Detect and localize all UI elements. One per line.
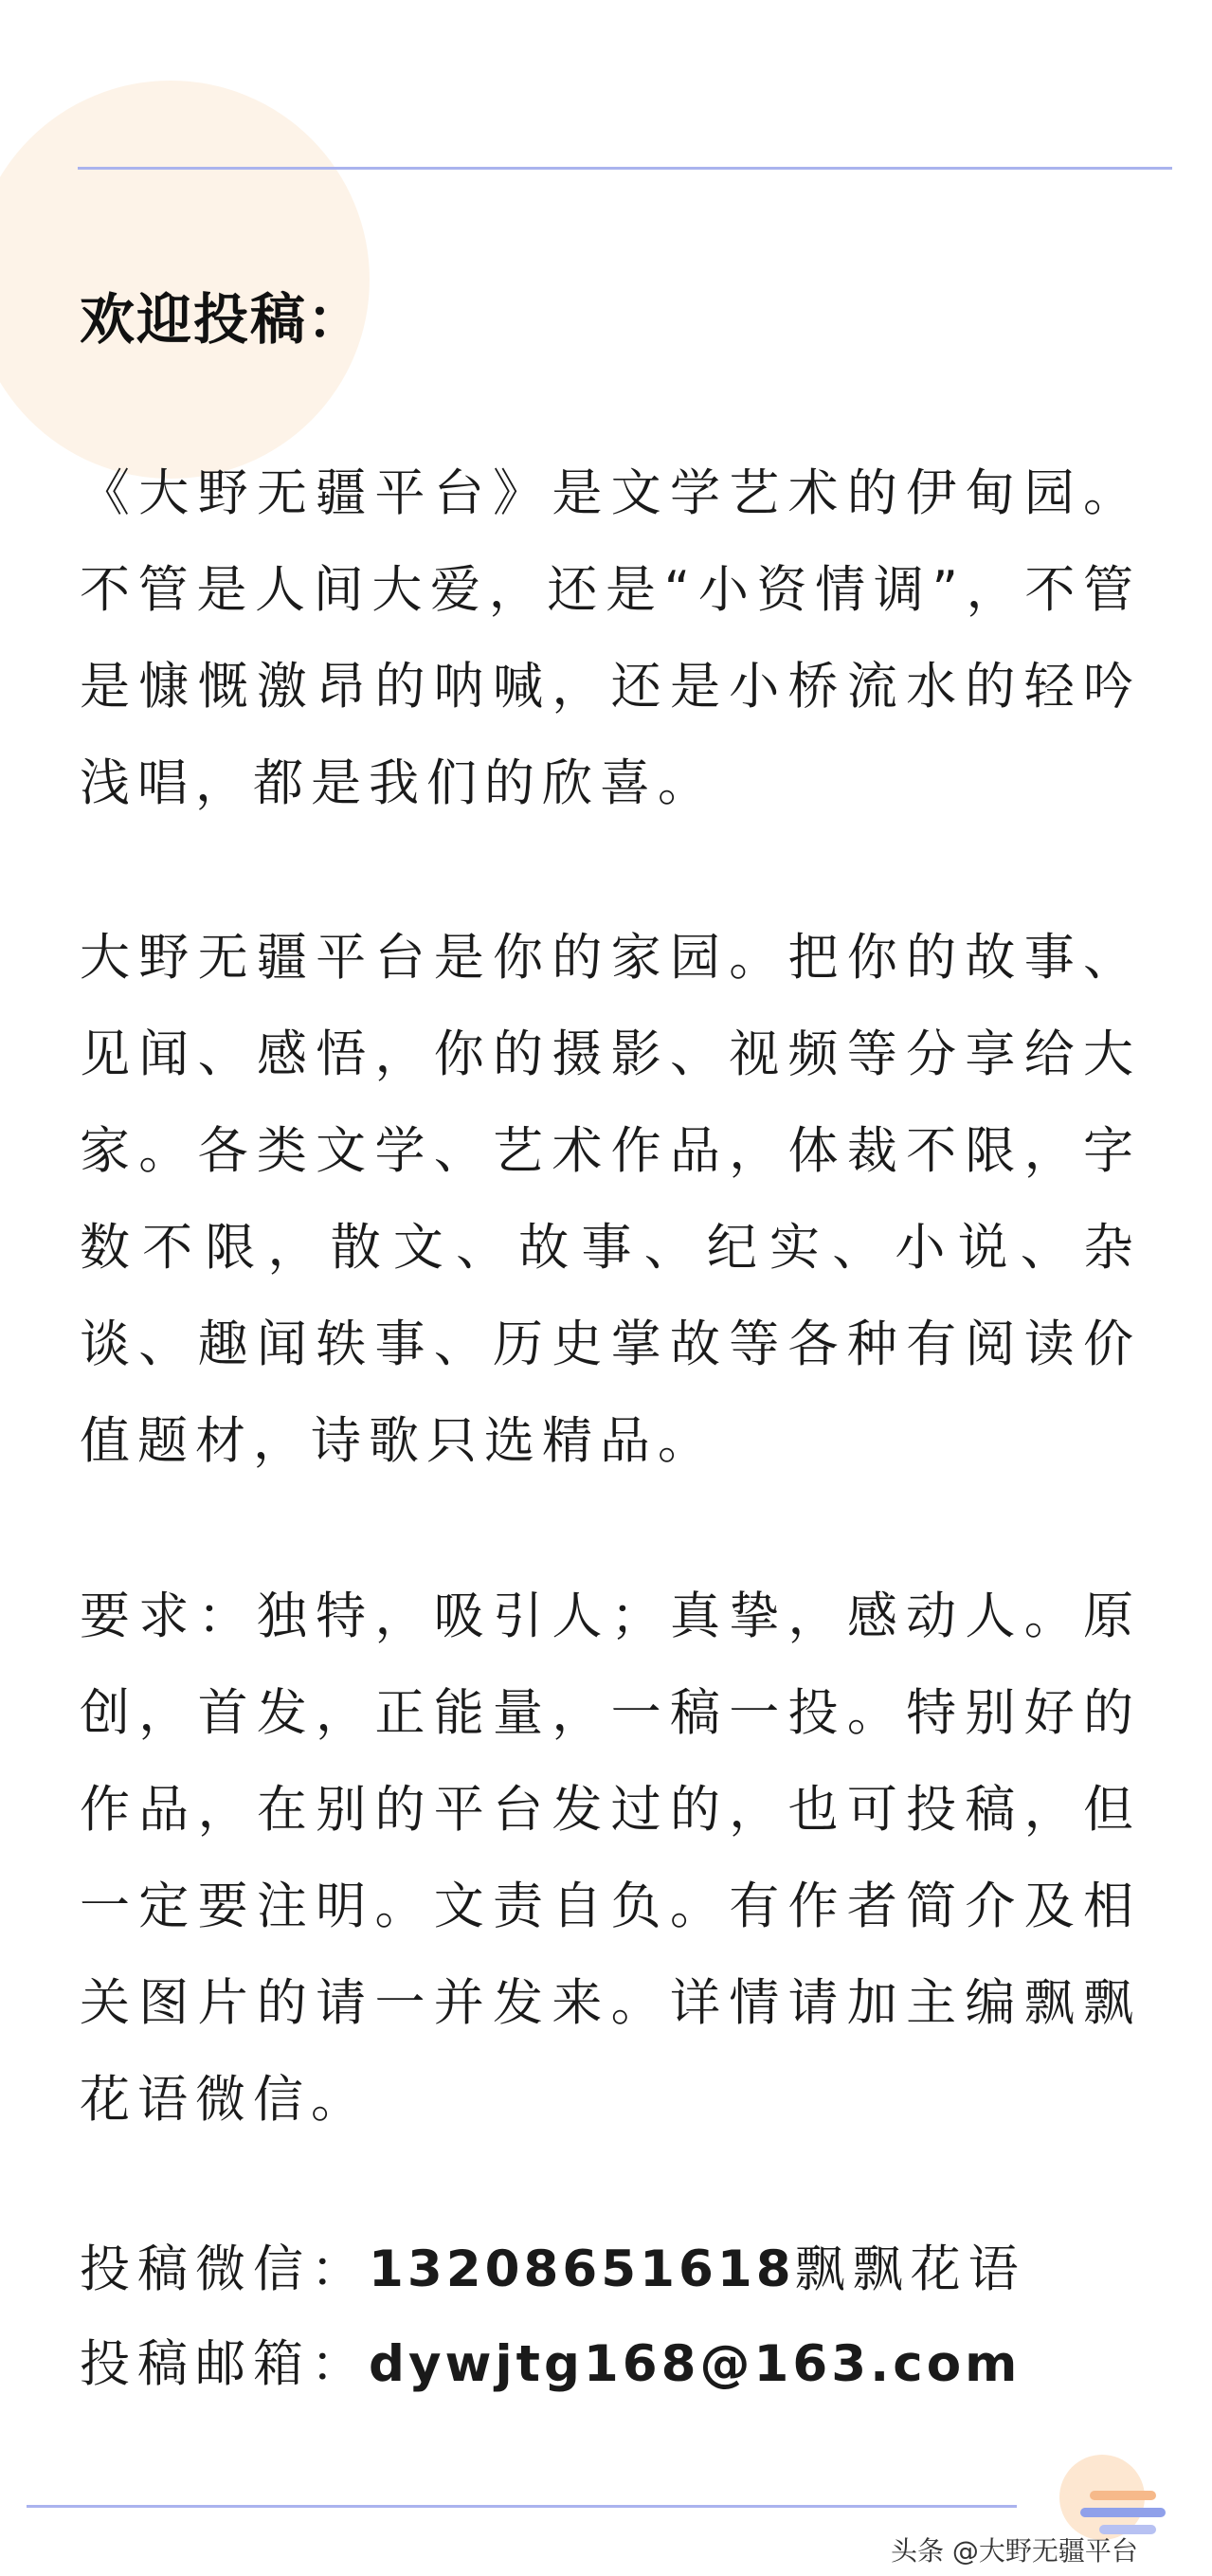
stack-line-icon	[1080, 2508, 1166, 2517]
source-watermark: 头条 @大野无疆平台	[891, 2535, 1138, 2567]
paragraph-intro: 《大野无疆平台》是文学艺术的伊甸园。不管是人间大爱，还是“小资情调”，不管是慷慨激昂的呐喊，还是小桥流水的轻吟浅唱，都是我们的欣喜。	[80, 464, 1141, 812]
contact-wechat	[80, 2222, 1026, 2317]
email-address[interactable]: dywjtg168@163.com	[369, 2335, 1022, 2393]
paragraph-scope: 大野无疆平台是你的家园。把你的故事、见闻、感悟，你的摄影、视频等分享给大家。各类文学、艺术作品，体裁不限，字数不限，散文、故事、纪实、小说、杂谈、趣闻轶事、历史掌故等各种有阅读价值题材，诗歌只选精品。	[80, 929, 1141, 1470]
page-title: 欢迎投稿：	[80, 287, 365, 352]
paragraph-requirements: 要求：独特，吸引人；真挚，感动人。原创，首发，正能量，一稿一投。特别好的作品，在别的平台发过的，也可投稿，但一定要注明。文责自负。有作者简介及相关图片的请一并发来。详情请加主编飘飘花语微信。	[80, 1587, 1141, 2129]
contact-email	[80, 2317, 1021, 2412]
wechat-number[interactable]: 13208651618	[369, 2240, 795, 2298]
wechat-name: 飘飘花语	[794, 2240, 1026, 2298]
stack-line-icon	[1090, 2491, 1156, 2500]
bottom-divider	[27, 2505, 1017, 2508]
email-label: 投稿邮箱：	[80, 2335, 369, 2393]
wechat-label: 投稿微信：	[80, 2240, 369, 2298]
top-divider	[78, 167, 1172, 170]
